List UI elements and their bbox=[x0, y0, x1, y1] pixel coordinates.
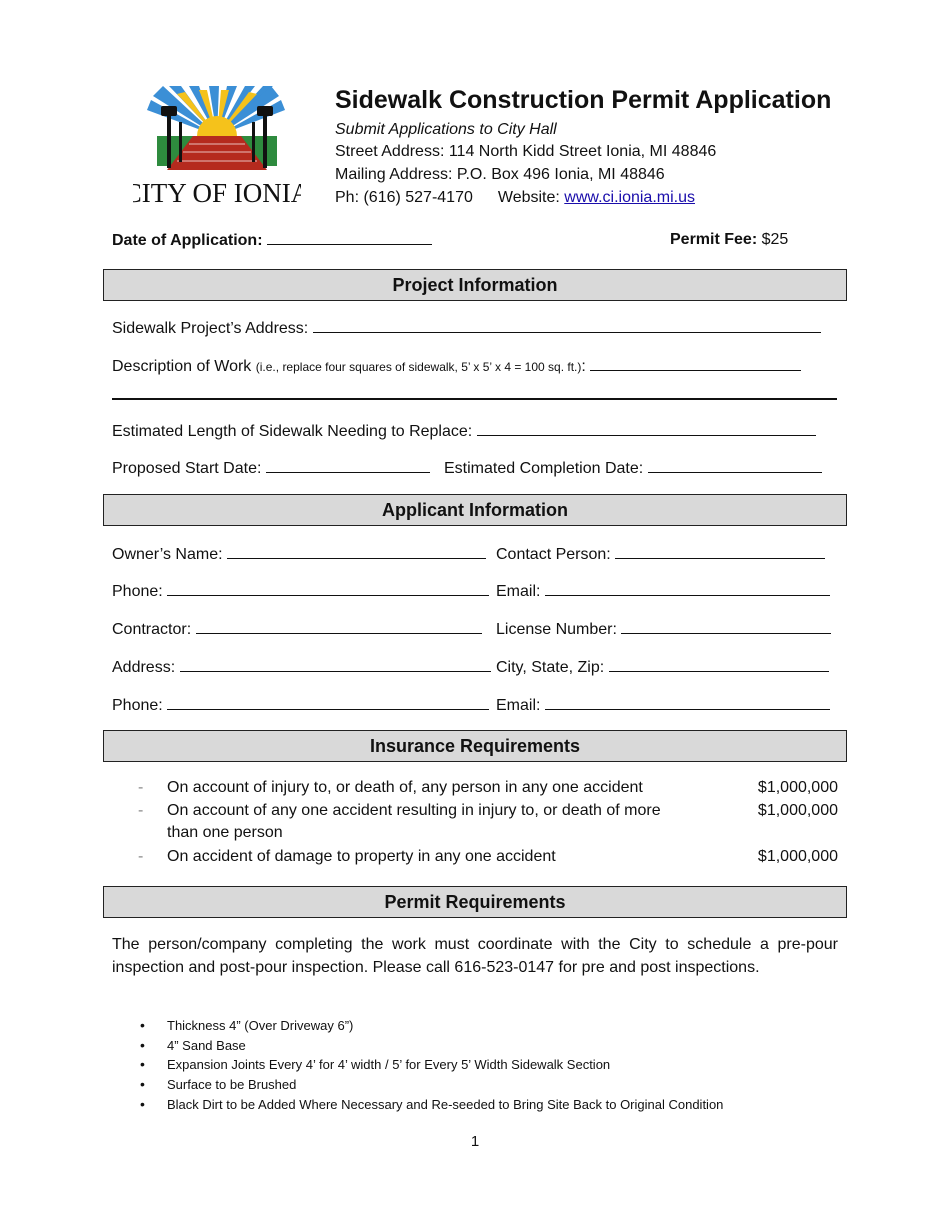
applicant-info-heading: Applicant Information bbox=[103, 494, 847, 526]
insurance-item-text: On accident of damage to property in any one accident bbox=[167, 848, 556, 865]
insurance-item-amount: $1,000,000 bbox=[757, 779, 838, 796]
project-address-field bbox=[112, 318, 821, 339]
license-number-label: License Number: bbox=[496, 621, 617, 638]
project-address-blank[interactable] bbox=[313, 318, 821, 333]
owner-name-blank[interactable] bbox=[227, 544, 486, 559]
city-state-zip-field bbox=[496, 657, 829, 678]
start-date-label: Proposed Start Date: bbox=[112, 460, 262, 477]
date-blank[interactable] bbox=[267, 230, 432, 245]
insurance-item: - On account of injury to, or death of, any person in any one accident $1,000,000 bbox=[138, 777, 838, 799]
page-title: Sidewalk Construction Permit Application bbox=[335, 86, 832, 114]
phone-text: Ph: (616) 527-4170 bbox=[335, 189, 473, 206]
contractor-email-field bbox=[496, 695, 830, 716]
license-number-field bbox=[496, 619, 831, 640]
list-item: • Surface to be Brushed bbox=[140, 1075, 723, 1095]
owner-phone-field bbox=[112, 581, 489, 602]
insurance-heading: Insurance Requirements bbox=[103, 730, 847, 762]
contractor-phone-label: Phone: bbox=[112, 697, 163, 714]
contact-person-label: Contact Person: bbox=[496, 546, 611, 563]
insurance-item: - On accident of damage to property in any one accident $1,000,000 bbox=[138, 846, 838, 868]
license-number-blank[interactable] bbox=[621, 619, 831, 634]
description-blank[interactable] bbox=[590, 356, 801, 371]
owner-phone-blank[interactable] bbox=[167, 581, 489, 596]
website-label: Website: bbox=[497, 189, 565, 206]
insurance-item: - On account of any one accident resulting in injury to, or death of more than one person $1,000,000 bbox=[138, 800, 838, 844]
contractor-address-label: Address: bbox=[112, 659, 176, 676]
street-address: Street Address: 114 North Kidd Street Ionia, MI 48846 bbox=[335, 143, 717, 160]
mailing-address: Mailing Address: P.O. Box 496 Ionia, MI 48846 bbox=[335, 166, 665, 183]
fee-label: Permit Fee: bbox=[670, 231, 758, 248]
date-label: Date of Application: bbox=[112, 232, 263, 249]
permit-fee-field bbox=[670, 230, 788, 250]
contractor-field bbox=[112, 619, 482, 640]
contact-line bbox=[335, 187, 695, 209]
description-field: Description of Work (i.e., replace four squares of sidewalk, 5’ x 5’ x 4 = 100 sq. ft.): bbox=[112, 356, 801, 377]
date-of-application-field bbox=[112, 230, 432, 251]
list-item: • Expansion Joints Every 4’ for 4’ width / 5’ for Every 5’ Width Sidewalk Section bbox=[140, 1055, 723, 1075]
city-state-zip-blank[interactable] bbox=[609, 657, 829, 672]
completion-date-label: Estimated Completion Date: bbox=[444, 460, 644, 477]
permit-heading: Permit Requirements bbox=[103, 886, 847, 918]
permit-paragraph: The person/company completing the work must coordinate with the City to schedule a pre-pour inspection and post-pour inspection. Please call 616-523-0147 for pre and post inspections. bbox=[112, 936, 838, 976]
fee-value: $25 bbox=[761, 231, 789, 248]
length-field bbox=[112, 421, 816, 442]
length-blank[interactable] bbox=[477, 421, 816, 436]
insurance-item-amount: $1,000,000 bbox=[757, 848, 838, 865]
contractor-phone-field bbox=[112, 695, 489, 716]
submit-note: Submit Applications to City Hall bbox=[335, 121, 557, 138]
contractor-email-label: Email: bbox=[496, 697, 541, 714]
length-label: Estimated Length of Sidewalk Needing to Replace: bbox=[112, 423, 473, 440]
completion-date-blank[interactable] bbox=[648, 458, 822, 473]
website-link[interactable]: www.ci.ionia.mi.us bbox=[564, 189, 695, 206]
contractor-blank[interactable] bbox=[196, 619, 482, 634]
insurance-item-amount: $1,000,000 bbox=[757, 802, 838, 819]
project-address-label: Sidewalk Project’s Address: bbox=[112, 320, 309, 337]
start-date-blank[interactable] bbox=[266, 458, 430, 473]
contractor-email-blank[interactable] bbox=[545, 695, 830, 710]
city-state-zip-label: City, State, Zip: bbox=[496, 659, 605, 676]
contractor-phone-blank[interactable] bbox=[167, 695, 489, 710]
contact-person-field bbox=[496, 544, 825, 565]
insurance-item-text: On account of any one accident resulting in injury to, or death of more than one person bbox=[167, 802, 661, 841]
list-item: • 4” Sand Base bbox=[140, 1036, 723, 1056]
owner-phone-label: Phone: bbox=[112, 583, 163, 600]
owner-name-field bbox=[112, 544, 486, 565]
description-hint: (i.e., replace four squares of sidewalk, 5’ x 5’ x 4 = 100 sq. ft.) bbox=[255, 360, 582, 374]
contractor-label: Contractor: bbox=[112, 621, 192, 638]
contractor-address-field bbox=[112, 657, 491, 678]
owner-email-field bbox=[496, 581, 830, 602]
contact-person-blank[interactable] bbox=[615, 544, 825, 559]
city-logo bbox=[133, 86, 301, 208]
owner-email-blank[interactable] bbox=[545, 581, 830, 596]
start-date-field bbox=[112, 458, 430, 479]
list-item: • Black Dirt to be Added Where Necessary and Re-seeded to Bring Site Back to Original Condition bbox=[140, 1095, 723, 1115]
description-line-2[interactable] bbox=[112, 398, 837, 400]
owner-name-label: Owner’s Name: bbox=[112, 546, 223, 563]
description-label: Description of Work bbox=[112, 358, 252, 375]
page-number: 1 bbox=[470, 1133, 480, 1150]
insurance-item-text: On account of injury to, or death of, any person in any one accident bbox=[167, 779, 643, 796]
completion-date-field bbox=[444, 458, 822, 479]
contractor-address-blank[interactable] bbox=[180, 657, 491, 672]
list-item: • Thickness 4” (Over Driveway 6”) bbox=[140, 1016, 723, 1036]
owner-email-label: Email: bbox=[496, 583, 541, 600]
project-info-heading: Project Information bbox=[103, 269, 847, 301]
permit-requirements-list bbox=[140, 1016, 723, 1114]
logo-text: CITY OF IONIA bbox=[133, 178, 301, 208]
